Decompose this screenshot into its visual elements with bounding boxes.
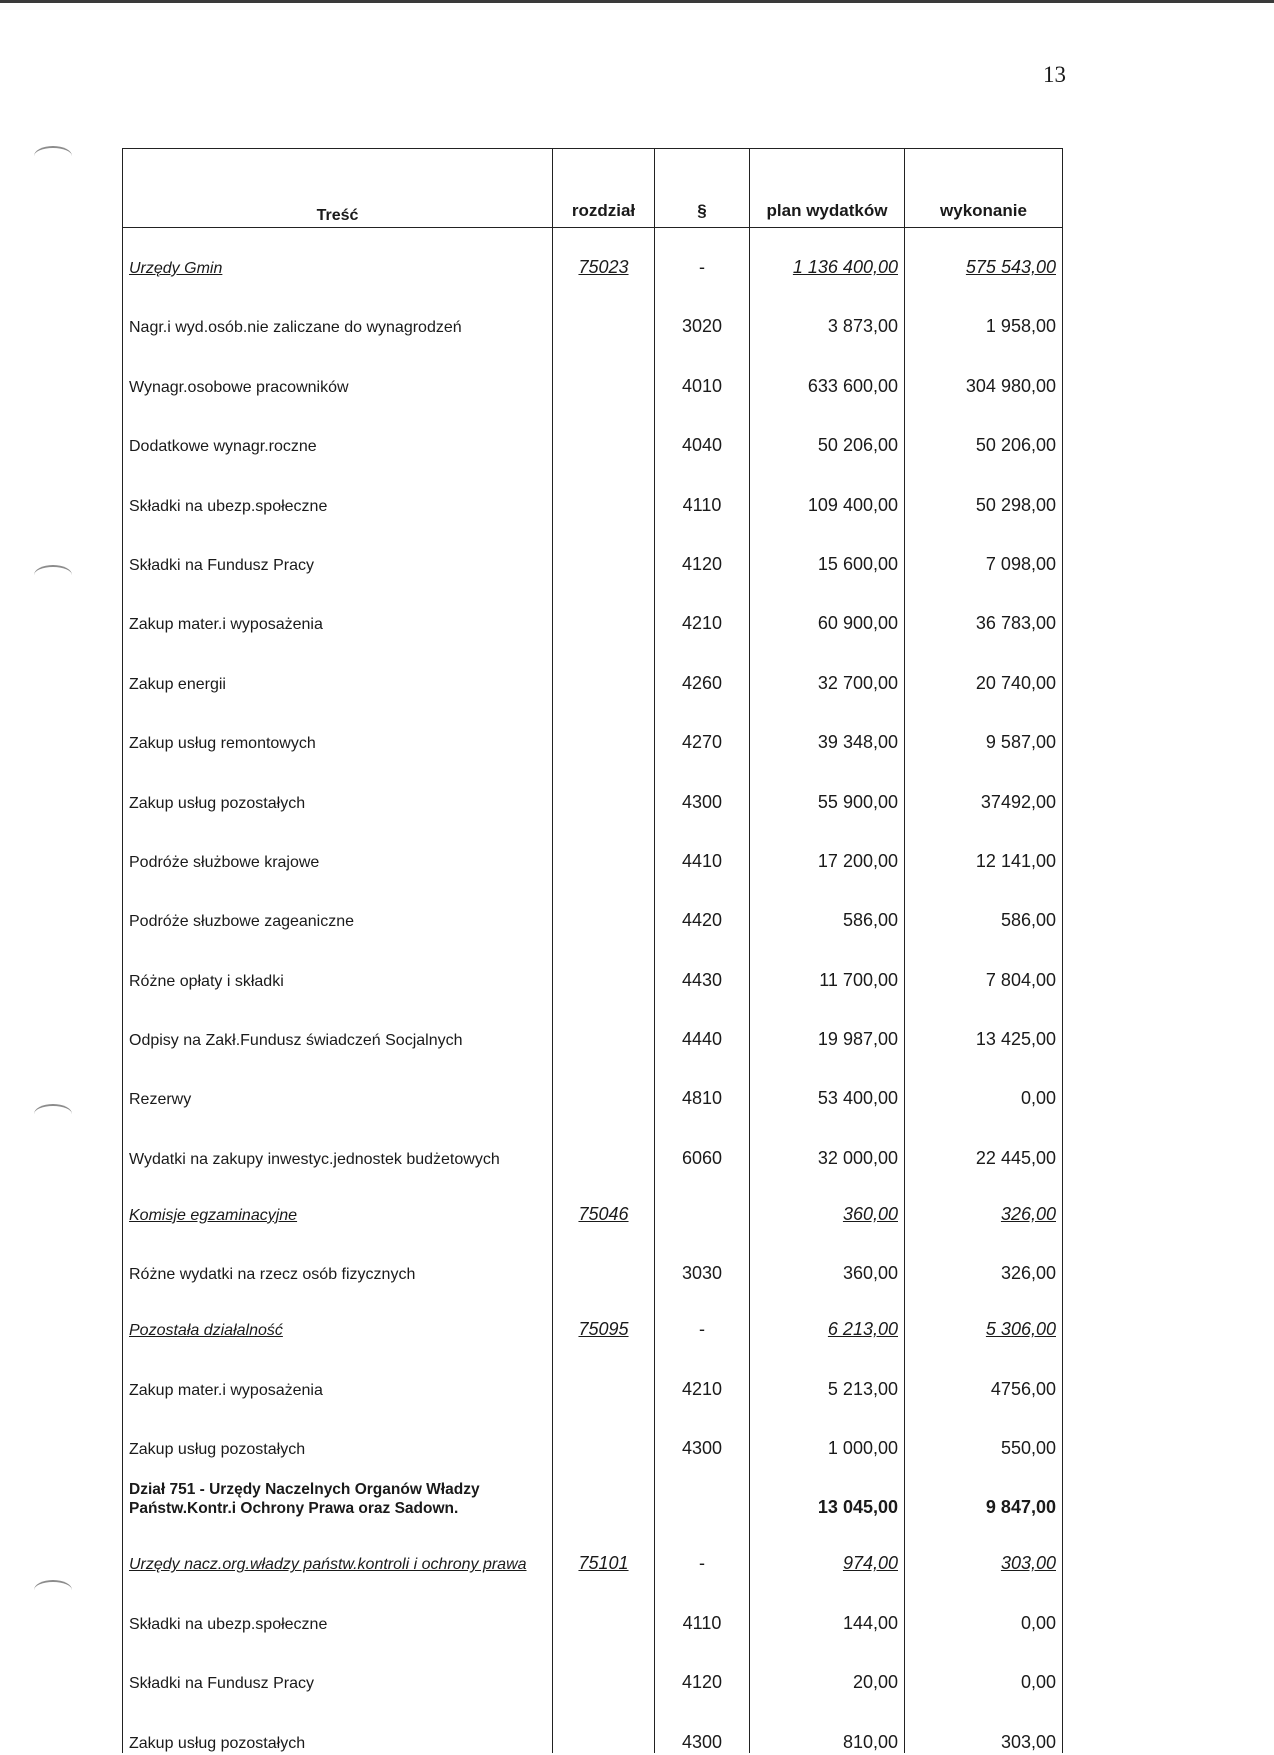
row-paragraf-text: 4260 <box>681 672 723 693</box>
row-paragraf-text: 4110 <box>682 1612 722 1633</box>
row-tresc-text: Pozostała działalność <box>129 1322 283 1340</box>
scan-edge <box>0 0 1274 3</box>
row-tresc-text: Urzędy Gmin <box>129 260 223 277</box>
table-row <box>123 759 1063 818</box>
row-plan-text: 360,00 <box>842 1203 898 1224</box>
row-wykonanie <box>905 462 1063 521</box>
row-rozdzial <box>553 1175 655 1231</box>
row-rozdzial <box>553 819 655 878</box>
row-tresc <box>123 878 553 937</box>
row-rozdzial-text: 75023 <box>578 257 629 277</box>
row-wykonanie <box>905 640 1063 699</box>
row-plan-text: 39 348,00 <box>817 732 898 753</box>
row-wykonanie <box>905 1175 1063 1231</box>
row-wykonanie-text: 326,00 <box>1000 1203 1056 1224</box>
row-plan-text: 60 900,00 <box>817 613 898 634</box>
row-wykonanie <box>905 1231 1063 1290</box>
row-rozdzial <box>553 522 655 581</box>
row-paragraf-text: 4040 <box>681 435 723 456</box>
row-wykonanie <box>905 997 1063 1056</box>
row-rozdzial <box>553 1056 655 1115</box>
budget-table <box>122 148 1063 1753</box>
row-rozdzial <box>553 1465 655 1524</box>
row-plan <box>750 1056 905 1115</box>
table-row <box>123 522 1063 581</box>
row-paragraf <box>655 462 750 521</box>
row-plan <box>750 1524 905 1580</box>
row-plan-text: 5 213,00 <box>827 1378 898 1399</box>
row-plan-text: 810,00 <box>842 1731 898 1752</box>
row-tresc-text: Dział 751 - Urzędy Naczelnych Organów Władzy Państw.Kontr.i Ochrony Prawa oraz Sadown. <box>129 1481 480 1518</box>
row-rozdzial <box>553 759 655 818</box>
row-plan <box>750 228 905 285</box>
row-tresc <box>123 1465 553 1524</box>
row-tresc-text: Urzędy nacz.org.władzy państw.kontroli i ochrony prawa <box>129 1556 527 1574</box>
row-tresc <box>123 640 553 699</box>
row-plan <box>750 997 905 1056</box>
row-wykonanie <box>905 403 1063 462</box>
row-plan <box>750 1406 905 1465</box>
row-plan-text: 6 213,00 <box>827 1319 898 1340</box>
row-paragraf <box>655 1175 750 1231</box>
row-paragraf <box>655 878 750 937</box>
row-wykonanie-text: 36 783,00 <box>975 613 1056 634</box>
row-wykonanie-text: 9 587,00 <box>985 732 1056 753</box>
row-paragraf <box>655 1465 750 1524</box>
table-header-row <box>123 149 1063 228</box>
row-plan-text: 3 873,00 <box>827 316 898 337</box>
row-paragraf-text: 4210 <box>681 1378 723 1399</box>
row-plan <box>750 878 905 937</box>
row-plan-text: 586,00 <box>842 910 898 931</box>
table-row <box>123 1465 1063 1524</box>
row-plan <box>750 522 905 581</box>
row-rozdzial <box>553 1231 655 1290</box>
row-plan <box>750 700 905 759</box>
row-tresc-text: Wydatki na zakupy inwestyc.jednostek budżetowych <box>129 1150 500 1168</box>
row-wykonanie-text: 1 958,00 <box>985 316 1056 337</box>
row-wykonanie <box>905 1290 1063 1346</box>
table-row <box>123 228 1063 285</box>
row-wykonanie <box>905 1406 1063 1465</box>
row-wykonanie <box>905 1115 1063 1174</box>
header-plan: plan wydatków <box>750 149 905 228</box>
row-rozdzial <box>553 1406 655 1465</box>
row-plan-text: 17 200,00 <box>817 850 898 871</box>
row-paragraf-text: 4120 <box>681 1672 723 1693</box>
table-row <box>123 1406 1063 1465</box>
row-wykonanie <box>905 1524 1063 1580</box>
row-tresc <box>123 700 553 759</box>
row-paragraf <box>655 1056 750 1115</box>
row-paragraf <box>655 522 750 581</box>
row-wykonanie-text: 4756,00 <box>990 1378 1056 1399</box>
row-tresc-text: Zakup usług pozostałych <box>129 794 306 812</box>
row-paragraf <box>655 1406 750 1465</box>
page-number: 13 <box>1043 62 1066 87</box>
row-tresc-text: Dodatkowe wynagr.roczne <box>129 438 317 456</box>
punch-hole-mark <box>34 146 72 166</box>
row-paragraf <box>655 403 750 462</box>
row-wykonanie-text: 7 098,00 <box>985 553 1056 574</box>
table-row <box>123 1346 1063 1405</box>
row-tresc-text: Składki na Fundusz Pracy <box>129 1675 314 1693</box>
row-paragraf-text: 4440 <box>681 1029 723 1050</box>
row-wykonanie <box>905 228 1063 285</box>
row-paragraf <box>655 819 750 878</box>
row-rozdzial <box>553 1346 655 1405</box>
row-paragraf-text: 4300 <box>681 1438 723 1459</box>
row-rozdzial <box>553 937 655 996</box>
row-tresc <box>123 759 553 818</box>
row-tresc-text: Składki na Fundusz Pracy <box>129 556 314 574</box>
row-tresc <box>123 284 553 343</box>
row-plan <box>750 1640 905 1699</box>
header-tresc: Treść <box>123 149 553 228</box>
table-row <box>123 1524 1063 1580</box>
row-wykonanie <box>905 284 1063 343</box>
row-paragraf <box>655 1115 750 1174</box>
row-paragraf <box>655 1699 750 1752</box>
table-row <box>123 1580 1063 1639</box>
table-row <box>123 284 1063 343</box>
row-paragraf-text: 4010 <box>681 375 723 396</box>
row-plan <box>750 1175 905 1231</box>
row-tresc-text: Zakup mater.i wyposażenia <box>129 616 323 634</box>
row-tresc <box>123 1640 553 1699</box>
row-paragraf-text: 4120 <box>681 553 723 574</box>
row-paragraf-text: 4210 <box>681 613 723 634</box>
row-wykonanie-text: 303,00 <box>1000 1731 1056 1752</box>
row-tresc <box>123 1580 553 1639</box>
row-plan-text: 1 000,00 <box>827 1438 898 1459</box>
row-wykonanie-text: 7 804,00 <box>985 969 1056 990</box>
row-rozdzial <box>553 228 655 285</box>
row-wykonanie <box>905 1640 1063 1699</box>
row-plan <box>750 462 905 521</box>
row-plan-text: 1 136 400,00 <box>792 257 898 277</box>
row-paragraf <box>655 1580 750 1639</box>
row-wykonanie-text: 9 847,00 <box>985 1497 1056 1518</box>
row-wykonanie-text: 12 141,00 <box>975 850 1056 871</box>
row-paragraf-text: 4270 <box>681 732 723 753</box>
table-body <box>123 228 1063 1753</box>
row-tresc <box>123 403 553 462</box>
row-plan-text: 144,00 <box>842 1612 898 1633</box>
row-tresc-text: Składki na ubezp.społeczne <box>129 497 328 515</box>
row-wykonanie-text: 550,00 <box>1000 1438 1056 1459</box>
row-plan <box>750 1290 905 1346</box>
header-rozdzial: rozdział <box>553 149 655 228</box>
row-plan-text: 32 700,00 <box>817 672 898 693</box>
row-paragraf-text: 3020 <box>681 316 723 337</box>
row-rozdzial <box>553 1699 655 1752</box>
row-rozdzial <box>553 640 655 699</box>
row-tresc-text: Zakup energii <box>129 675 226 693</box>
row-rozdzial <box>553 1290 655 1346</box>
row-wykonanie-text: 5 306,00 <box>985 1319 1056 1340</box>
table-row <box>123 343 1063 402</box>
row-paragraf-text: - <box>699 257 705 277</box>
row-wykonanie-text: 575 543,00 <box>965 257 1056 277</box>
row-wykonanie-text: 50 206,00 <box>975 435 1056 456</box>
header-paragraf: § <box>655 149 750 228</box>
row-paragraf <box>655 581 750 640</box>
table-row <box>123 1175 1063 1231</box>
row-paragraf <box>655 640 750 699</box>
row-rozdzial <box>553 403 655 462</box>
row-wykonanie <box>905 1580 1063 1639</box>
row-tresc-text: Różne wydatki na rzecz osób fizycznych <box>129 1266 416 1284</box>
table-row <box>123 997 1063 1056</box>
row-plan <box>750 581 905 640</box>
row-tresc <box>123 343 553 402</box>
row-plan-text: 55 900,00 <box>817 791 898 812</box>
row-tresc <box>123 1524 553 1580</box>
row-paragraf <box>655 284 750 343</box>
row-rozdzial <box>553 700 655 759</box>
row-wykonanie <box>905 522 1063 581</box>
row-paragraf-text: 4300 <box>681 791 723 812</box>
row-tresc <box>123 581 553 640</box>
row-tresc-text: Nagr.i wyd.osób.nie zaliczane do wynagrodzeń <box>129 319 462 337</box>
row-wykonanie <box>905 759 1063 818</box>
row-tresc <box>123 1175 553 1231</box>
row-paragraf-text: 4420 <box>681 910 723 931</box>
row-tresc <box>123 997 553 1056</box>
row-wykonanie <box>905 1465 1063 1524</box>
row-paragraf <box>655 997 750 1056</box>
row-tresc <box>123 937 553 996</box>
row-plan <box>750 284 905 343</box>
row-wykonanie <box>905 581 1063 640</box>
row-tresc-text: Zakup mater.i wyposażenia <box>129 1381 323 1399</box>
row-paragraf-text: - <box>699 1553 705 1574</box>
row-rozdzial-text: 75095 <box>578 1319 629 1340</box>
table-row <box>123 403 1063 462</box>
row-plan-text: 32 000,00 <box>817 1147 898 1168</box>
table-row <box>123 1699 1063 1752</box>
table-row <box>123 878 1063 937</box>
row-paragraf-text: 4430 <box>681 969 723 990</box>
row-plan-text: 11 700,00 <box>819 969 898 990</box>
row-tresc-text: Zakup usług pozostałych <box>129 1441 306 1459</box>
row-tresc-text: Różne opłaty i składki <box>129 972 284 990</box>
row-rozdzial <box>553 997 655 1056</box>
table-row <box>123 1640 1063 1699</box>
row-wykonanie-text: 20 740,00 <box>975 672 1056 693</box>
row-tresc <box>123 462 553 521</box>
row-tresc <box>123 228 553 285</box>
row-tresc-text: Składki na ubezp.społeczne <box>129 1615 328 1633</box>
row-tresc-text: Komisje egzaminacyjne <box>129 1206 298 1224</box>
row-plan <box>750 1115 905 1174</box>
table-row <box>123 640 1063 699</box>
row-wykonanie-text: 37492,00 <box>980 791 1056 812</box>
row-tresc <box>123 1699 553 1752</box>
row-tresc <box>123 1231 553 1290</box>
row-plan <box>750 819 905 878</box>
row-tresc <box>123 1290 553 1346</box>
table-row <box>123 462 1063 521</box>
row-plan-text: 15 600,00 <box>817 553 898 574</box>
row-plan <box>750 1231 905 1290</box>
row-tresc-text: Podróże służbowe krajowe <box>129 853 320 871</box>
row-plan-text: 109 400,00 <box>807 494 898 515</box>
row-rozdzial-text: 75046 <box>578 1203 629 1224</box>
row-plan-text: 633 600,00 <box>807 375 898 396</box>
row-wykonanie <box>905 700 1063 759</box>
row-paragraf-text: 4110 <box>682 494 722 515</box>
row-rozdzial <box>553 1580 655 1639</box>
row-wykonanie-text: 304 980,00 <box>965 375 1056 396</box>
row-wykonanie <box>905 937 1063 996</box>
row-tresc <box>123 819 553 878</box>
row-paragraf-text: 3030 <box>681 1263 723 1284</box>
row-wykonanie <box>905 1699 1063 1752</box>
row-wykonanie <box>905 343 1063 402</box>
punch-hole-mark <box>34 1104 72 1124</box>
row-paragraf <box>655 1346 750 1405</box>
row-rozdzial <box>553 1640 655 1699</box>
row-rozdzial <box>553 581 655 640</box>
row-plan-text: 13 045,00 <box>817 1497 898 1518</box>
table-row <box>123 1056 1063 1115</box>
row-wykonanie-text: 0,00 <box>1020 1088 1056 1109</box>
row-tresc <box>123 1406 553 1465</box>
row-plan-text: 974,00 <box>842 1553 898 1574</box>
punch-hole-mark <box>34 1580 72 1600</box>
row-plan <box>750 759 905 818</box>
row-paragraf-text: 4410 <box>681 850 723 871</box>
row-rozdzial <box>553 462 655 521</box>
row-paragraf-text: - <box>699 1319 705 1340</box>
row-paragraf <box>655 759 750 818</box>
row-tresc-text: Podróże słuzbowe zageaniczne <box>129 913 355 931</box>
row-plan <box>750 1465 905 1524</box>
row-wykonanie-text: 326,00 <box>1000 1263 1056 1284</box>
table-row <box>123 700 1063 759</box>
table-row <box>123 819 1063 878</box>
row-paragraf <box>655 1524 750 1580</box>
row-wykonanie-text: 303,00 <box>1000 1553 1056 1574</box>
table-row <box>123 937 1063 996</box>
row-plan <box>750 1346 905 1405</box>
row-wykonanie <box>905 819 1063 878</box>
row-tresc-text: Rezerwy <box>129 1091 192 1109</box>
header-wykonanie: wykonanie <box>905 149 1063 228</box>
row-plan <box>750 403 905 462</box>
row-tresc-text: Zakup usług remontowych <box>129 735 316 753</box>
row-rozdzial <box>553 878 655 937</box>
row-plan <box>750 1580 905 1639</box>
row-tresc <box>123 1346 553 1405</box>
row-rozdzial <box>553 284 655 343</box>
row-paragraf <box>655 228 750 285</box>
row-wykonanie <box>905 878 1063 937</box>
row-paragraf <box>655 937 750 996</box>
row-paragraf <box>655 343 750 402</box>
row-paragraf <box>655 1290 750 1346</box>
punch-hole-mark <box>34 565 72 585</box>
row-rozdzial <box>553 343 655 402</box>
table-row <box>123 1290 1063 1346</box>
row-rozdzial <box>553 1524 655 1580</box>
row-tresc <box>123 1056 553 1115</box>
row-wykonanie-text: 13 425,00 <box>975 1029 1056 1050</box>
row-plan-text: 53 400,00 <box>817 1088 898 1109</box>
row-plan <box>750 1699 905 1752</box>
row-wykonanie <box>905 1346 1063 1405</box>
row-rozdzial <box>553 1115 655 1174</box>
row-tresc-text: Odpisy na Zakł.Fundusz świadczeń Socjalnych <box>129 1032 463 1050</box>
row-tresc-text: Zakup usług pozostałych <box>129 1734 306 1752</box>
row-plan <box>750 343 905 402</box>
row-plan <box>750 640 905 699</box>
row-paragraf <box>655 1231 750 1290</box>
row-rozdzial-text: 75101 <box>578 1553 629 1574</box>
row-tresc-text: Wynagr.osobowe pracowników <box>129 378 349 396</box>
table-row <box>123 1231 1063 1290</box>
row-wykonanie-text: 50 298,00 <box>975 494 1056 515</box>
row-tresc <box>123 1115 553 1174</box>
row-wykonanie-text: 586,00 <box>1000 910 1056 931</box>
row-wykonanie-text: 22 445,00 <box>975 1147 1056 1168</box>
row-plan-text: 19 987,00 <box>817 1029 898 1050</box>
row-wykonanie-text: 0,00 <box>1020 1672 1056 1693</box>
table-row <box>123 1115 1063 1174</box>
row-paragraf-text: 6060 <box>681 1147 723 1168</box>
row-tresc <box>123 522 553 581</box>
row-paragraf-text: 4300 <box>681 1731 723 1752</box>
row-plan-text: 50 206,00 <box>817 435 898 456</box>
row-wykonanie <box>905 1056 1063 1115</box>
row-paragraf-text: 4810 <box>681 1088 723 1109</box>
row-paragraf <box>655 1640 750 1699</box>
row-paragraf <box>655 700 750 759</box>
table-row <box>123 581 1063 640</box>
row-plan-text: 360,00 <box>842 1263 898 1284</box>
row-wykonanie-text: 0,00 <box>1020 1612 1056 1633</box>
row-plan <box>750 937 905 996</box>
row-plan-text: 20,00 <box>852 1672 898 1693</box>
